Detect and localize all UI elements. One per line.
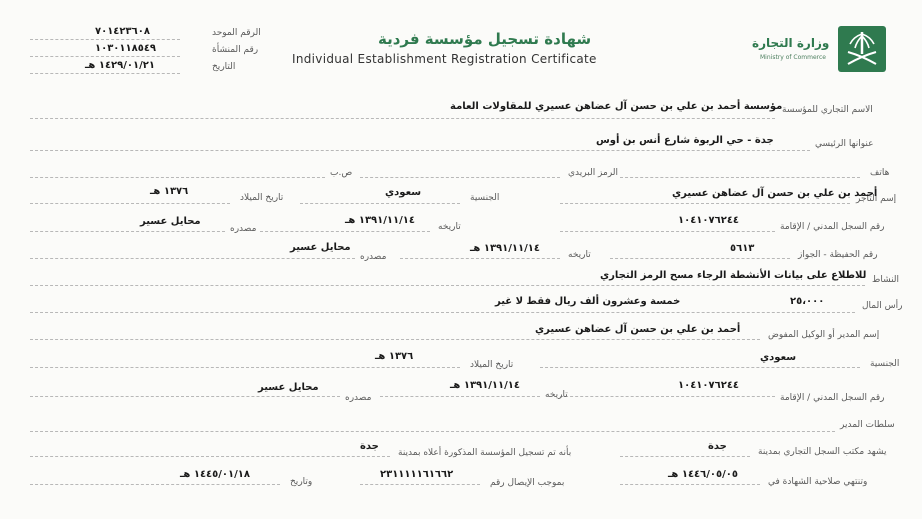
civil-date-value: ١٣٩١/١١/١٤ هـ	[345, 215, 415, 226]
ministry-name-en: Ministry of Commerce	[760, 54, 826, 61]
issue-label: وتاريخ	[290, 477, 313, 487]
ministry-name-ar: وزارة التجارة	[752, 36, 830, 50]
manager-birth-label: تاريخ الميلاد	[470, 360, 514, 370]
activity-label: النشاط	[872, 275, 900, 285]
capital-num: ٢٥،٠٠٠	[790, 296, 825, 307]
capital-words: خمسة وعشرون ألف ريال فقط لا غير	[495, 296, 681, 307]
est-name-label: الاسم التجاري للمؤسسة	[782, 105, 873, 115]
owner-label: إسم التاجر	[856, 194, 897, 204]
est-name-value: مؤسسة أحمد بن علي بن حسن آل عضاهن عسيري للمقاولات العامة	[450, 101, 783, 112]
manager-civil-source-value: محايل عسير	[258, 382, 319, 393]
expiry-label: وتنتهي صلاحية الشهادة في	[768, 477, 868, 487]
manager-civil-source-label: مصدره	[345, 393, 372, 403]
saudi-emblem-logo	[838, 26, 886, 72]
facility-no-label: رقم المنشأة	[212, 45, 259, 55]
palm-swords-icon	[838, 26, 886, 72]
certificate-title-en: Individual Establishment Registration Certificate	[292, 52, 597, 66]
receipt-label: بموجب الإيصال رقم	[490, 478, 565, 488]
manager-civil-date-value: ١٣٩١/١١/١٤ هـ	[450, 380, 520, 391]
certify-city: جدة	[708, 441, 727, 452]
certify-mid: بأنه تم تسجيل المؤسسة المذكورة أعلاه بمدينة	[398, 448, 572, 458]
pobox-label: ص.ب	[330, 168, 353, 178]
booklet-source-value: محايل عسير	[290, 242, 351, 253]
capital-label: رأس المال	[862, 301, 903, 311]
address-value: جدة - حي الربوة شارع أنس بن أوس	[596, 135, 774, 146]
address-label: عنوانها الرئيسي	[815, 139, 874, 149]
owner-value: أحمد بن علي بن حسن آل عضاهن عسيري	[672, 188, 878, 199]
date-value: ١٤٢٩/٠١/٢١ هـ	[85, 60, 155, 71]
manager-nationality-label: الجنسية	[870, 359, 900, 369]
owner-birth-label: تاريخ الميلاد	[240, 193, 284, 203]
owner-birth-value: ١٣٧٦ هـ	[150, 186, 189, 197]
certify-label: يشهد مكتب السجل التجاري بمدينة	[758, 447, 887, 457]
civil-reg-value: ١٠٤١٠٧٦٢٤٤	[678, 215, 740, 226]
manager-value: أحمد بن علي بن حسن آل عضاهن عسيري	[535, 324, 741, 335]
facility-no-value: ١٠٣٠١١٨٥٤٩	[95, 43, 157, 54]
manager-civil-label: رقم السجل المدني / الإقامة	[780, 393, 885, 403]
certificate-title-ar: شهادة تسجيل مؤسسة فردية	[378, 30, 592, 48]
manager-label: إسم المدير أو الوكيل المفوض	[768, 330, 880, 340]
unified-no-label: الرقم الموحد	[212, 28, 261, 38]
postal-label: الرمز البريدي	[568, 168, 619, 178]
booklet-source-label: مصدره	[360, 252, 387, 262]
manager-civil-date-label: تاريخه	[545, 390, 568, 400]
civil-source-label: مصدره	[230, 224, 257, 234]
booklet-date-label: تاريخه	[568, 250, 591, 260]
booklet-value: ٥٦١٣	[730, 243, 755, 254]
civil-date-label: تاريخه	[438, 222, 461, 232]
manager-civil-value: ١٠٤١٠٧٦٢٤٤	[678, 380, 740, 391]
certify-city2: جدة	[360, 441, 379, 452]
phone-label: هاتف	[870, 168, 890, 178]
unified-no-value: ٧٠١٤٢٣٦٠٨	[95, 26, 150, 37]
manager-birth-value: ١٣٧٦ هـ	[375, 351, 414, 362]
manager-nationality-value: سعودي	[760, 352, 797, 363]
civil-reg-label: رقم السجل المدني / الإقامة	[780, 222, 885, 232]
civil-source-value: محايل عسير	[140, 216, 201, 227]
receipt-value: ٢٣١١١١١٦١٦٦٢	[380, 469, 454, 480]
expiry-value: ١٤٤٦/٠٥/٠٥ هـ	[668, 469, 738, 480]
booklet-date-value: ١٣٩١/١١/١٤ هـ	[470, 243, 540, 254]
powers-label: سلطات المدير	[840, 420, 895, 430]
owner-nationality-value: سعودي	[385, 187, 422, 198]
booklet-label: رقم الحفيظة - الجواز	[798, 250, 878, 260]
owner-nationality-label: الجنسية	[470, 193, 500, 203]
activity-value: للاطلاع على بيانات الأنشطة الرجاء مسح الرمز التجاري	[600, 270, 867, 281]
issue-value: ١٤٤٥/٠١/١٨ هـ	[180, 469, 250, 480]
date-label: التاريخ	[212, 62, 236, 72]
